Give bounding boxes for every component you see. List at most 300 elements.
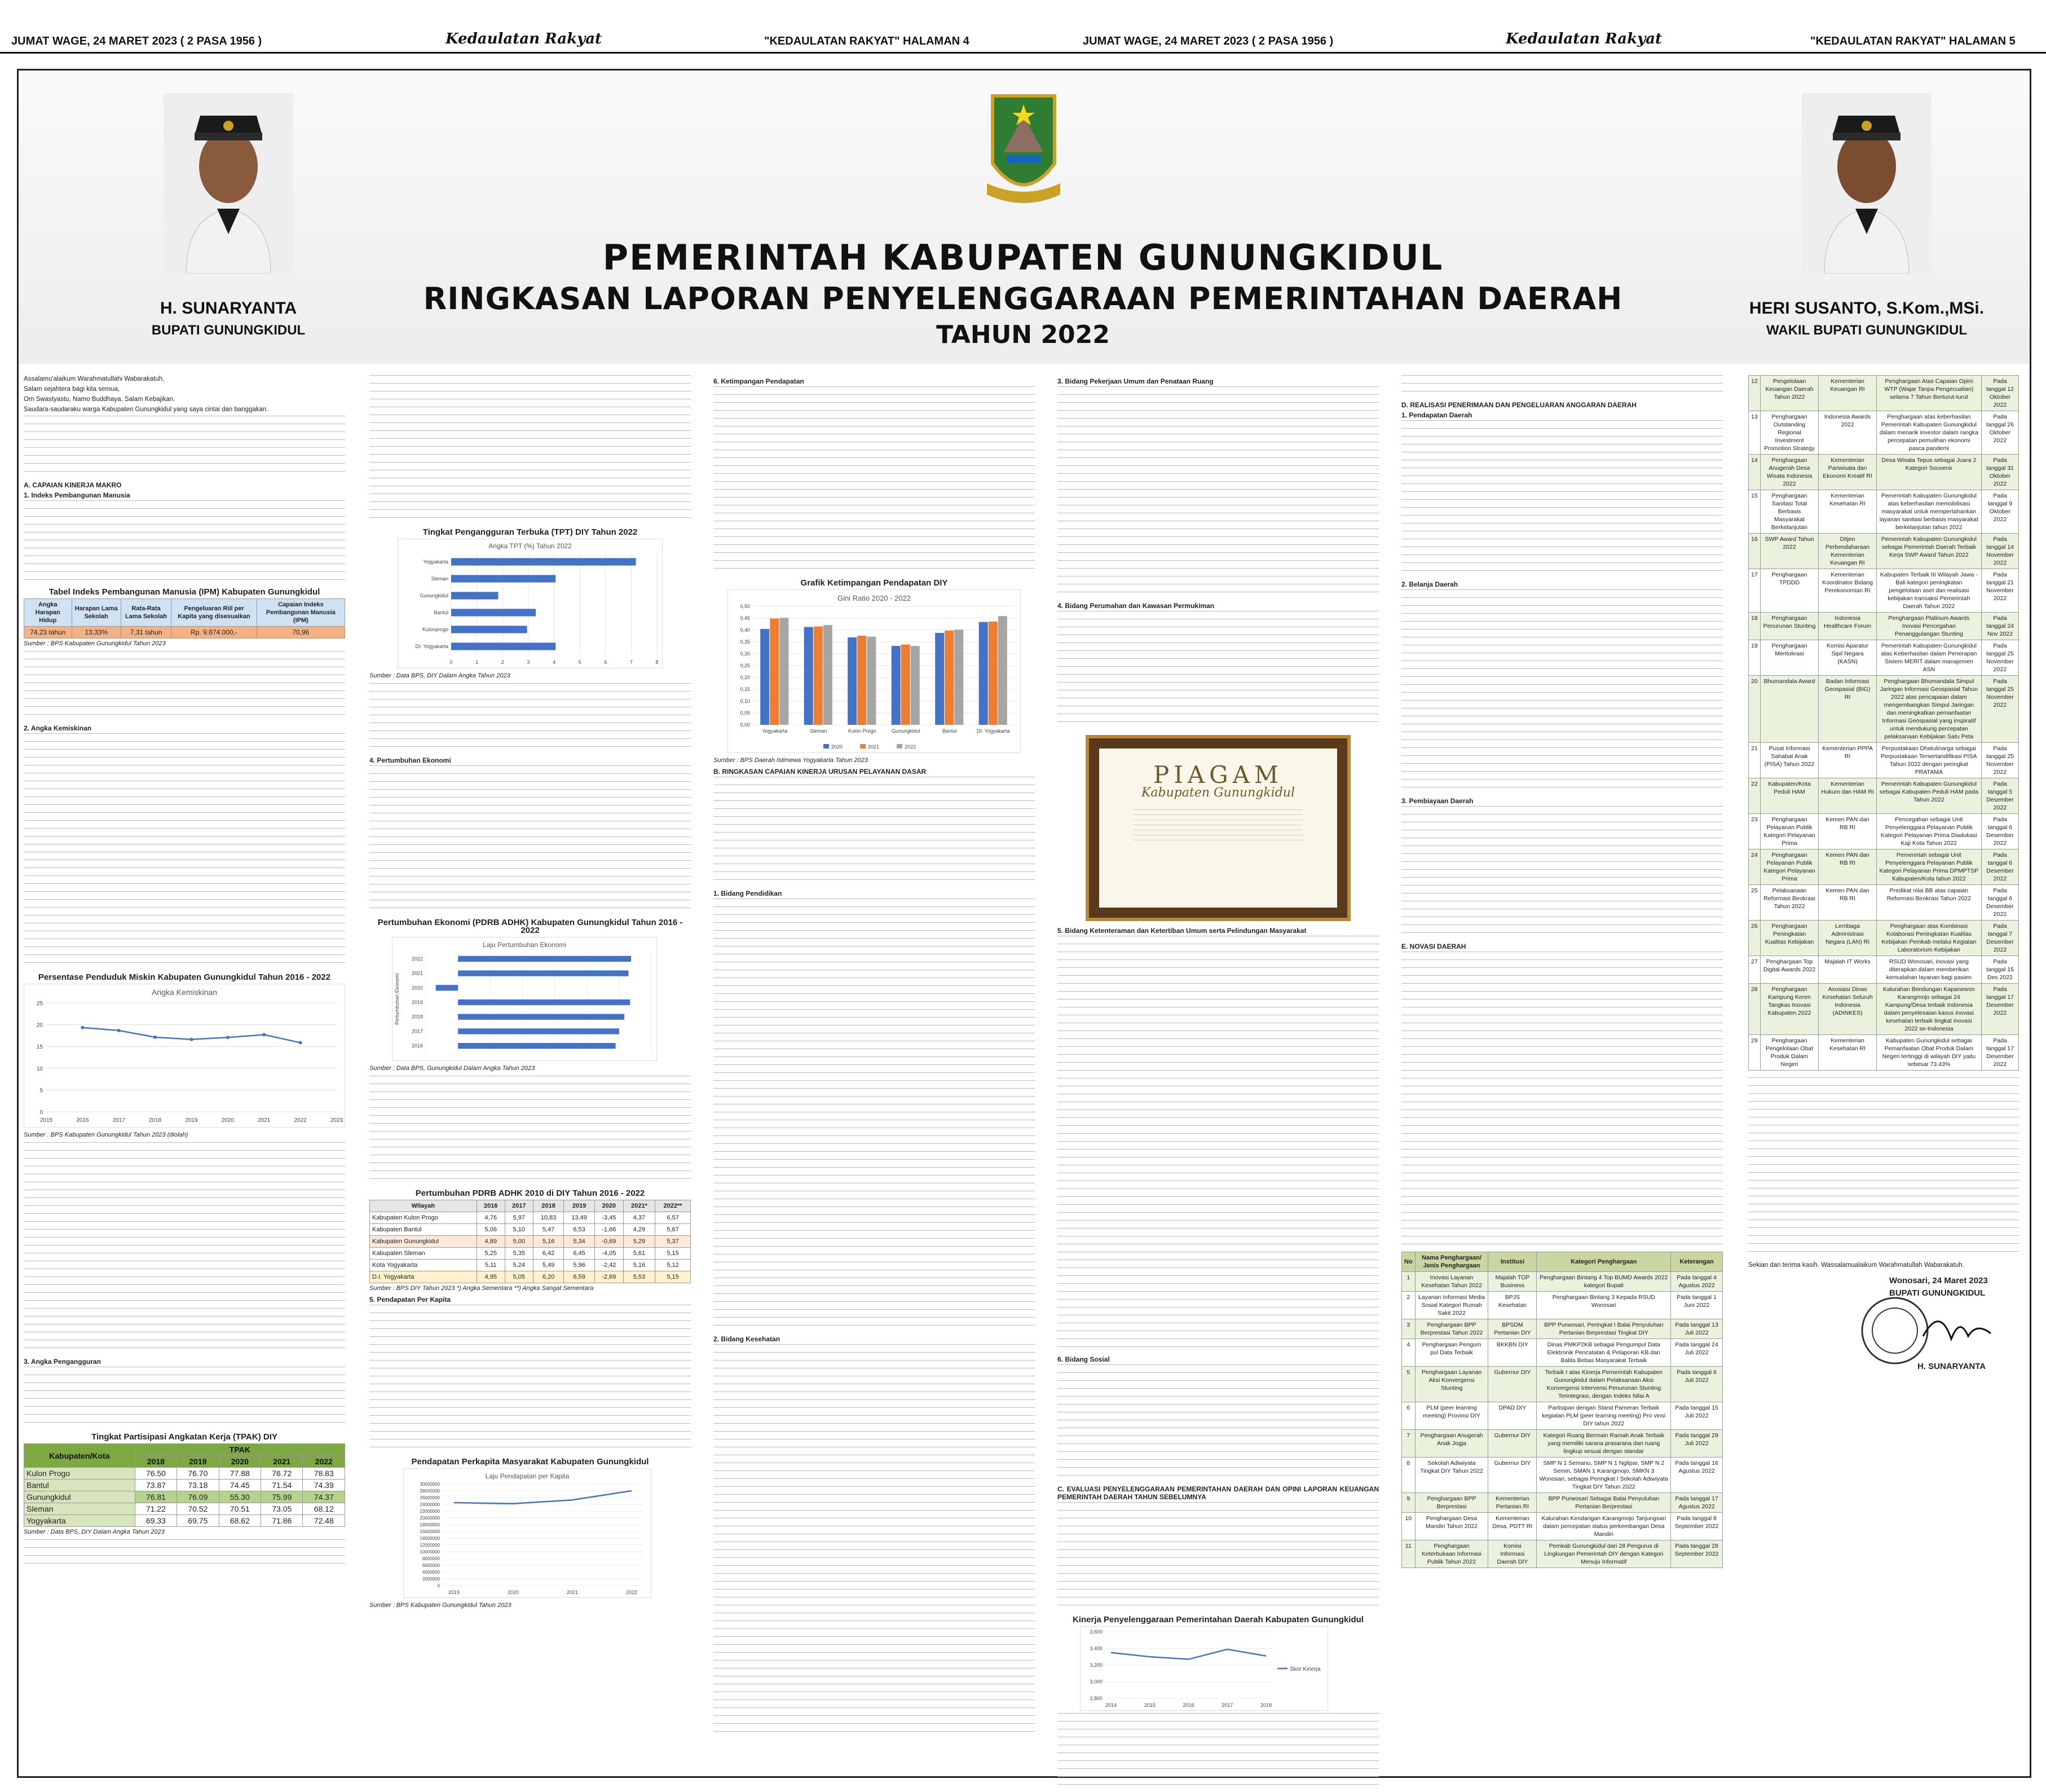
data-point xyxy=(226,1036,230,1039)
award-no: 29 xyxy=(1749,1035,1761,1071)
award-inst: Kemen PAN dan RB RI xyxy=(1819,849,1876,885)
tpak-cell: 78.83 xyxy=(303,1468,345,1480)
award-cat: Dinas PMKP2KB sebagai Pengumpul Data Elektronik Pencatatan & Pelaporan KB dan Balita Bebas Masyarakat Terbaik xyxy=(1537,1339,1671,1367)
y-tick-label: 26000000 xyxy=(420,1495,440,1500)
award-inst: Ditjen Perbendaharaan Kementerian Keuangan RI xyxy=(1819,534,1876,569)
award-cat: Perpustakaan Dhatulinarga sebagai Perpustakaan Tersertandifikasi PISA Tahun 2022 dengan peringkat PRATAMA xyxy=(1876,743,1981,778)
table-row xyxy=(24,1503,345,1515)
tpak-cell: 73.05 xyxy=(261,1503,303,1515)
award-cat: Pemkab Gunungkidul dari 28 Pengurus di Lingkungan Pemerintah DIY dengan Kategori Menuju Informatif xyxy=(1537,1540,1671,1568)
section-heading: C. EVALUASI PENYELENGGARAAN PEMERINTAHAN DAERAH DAN OPINI LAPORAN KEUANGAN PEMERINTAH DAERAH TAHUN SEBELUMNYA xyxy=(1057,1485,1379,1501)
award-ket: Pada tanggal 12 Oktober 2022 xyxy=(1981,376,2018,411)
award-cat: RSUD Wonosari, inovasi yang diterapkan dalam memberikan kemudahan layanan bagi pasien xyxy=(1876,956,1981,984)
award-no: 26 xyxy=(1749,921,1761,956)
chart-title: Angka TPT (%) Tahun 2022 xyxy=(488,542,572,550)
data-point xyxy=(81,1026,84,1029)
x-tick-label: Kulon Progo xyxy=(848,728,876,734)
award-inst: BKKBN DIY xyxy=(1488,1339,1537,1367)
body-text xyxy=(1401,589,1723,795)
award-cat: Predikat nilai BB atas capaian Reformasi Birokrasi Tahun 2022 xyxy=(1876,885,1981,921)
gini-bar-2021 xyxy=(989,622,998,725)
award-cat: Penghargaan Bintang 4 Top BUMD Awards 2022 kategori Bupati xyxy=(1537,1272,1671,1292)
tpak-year: 2022 xyxy=(303,1456,345,1468)
sign-place-date: Wonosari, 24 Maret 2023 xyxy=(1889,1276,1988,1285)
section-heading: 3. Bidang Pekerjaan Umum dan Penataan Ruang xyxy=(1057,377,1214,385)
pdrb-region: D.I. Yogyakarta xyxy=(370,1271,477,1283)
award-cat: Kabupaten Terbaik III Wilayah Jawa - Bali kategori peningkatan pengelolaan aset dan realisasi kebijakan transaksi Pemerintah Daerah Tahun 2022 xyxy=(1876,569,1981,613)
award-header: Keterangan xyxy=(1671,1252,1723,1272)
growth-bar xyxy=(458,1014,624,1020)
right-brand-logo: Kedaulatan Rakyat xyxy=(1506,30,1663,47)
tpak-year: 2021 xyxy=(261,1456,303,1468)
award-inst: BPJS Kesehatan xyxy=(1488,1292,1537,1319)
tpak-group-header: TPAK xyxy=(135,1444,345,1456)
x-tick-label: 2014 xyxy=(1105,1702,1117,1708)
pdrb-cell: 6,20 xyxy=(533,1271,564,1283)
award-row xyxy=(1749,778,2019,814)
award-no: 4 xyxy=(1402,1339,1416,1367)
award-no: 17 xyxy=(1749,569,1761,613)
newspaper-header xyxy=(0,0,2046,56)
body-text xyxy=(369,375,691,525)
section-heading: 5. Bidang Ketenteraman dan Ketertiban Umum serta Pelindungan Masyarakat xyxy=(1057,927,1307,935)
award-inst: Gubernur DIY xyxy=(1488,1367,1537,1402)
x-tick-label: 2022 xyxy=(625,1590,638,1595)
award-ket: Pada tanggal 6 Desember 2022 xyxy=(1981,885,2018,921)
award-inst: Kementerian Keuangan RI xyxy=(1819,376,1876,411)
tpak-cell: 68.62 xyxy=(219,1515,261,1527)
section-heading: 2. Bidang Kesehatan xyxy=(713,1335,781,1343)
gini-bar-2021 xyxy=(770,618,779,725)
y-tick-label: 14000000 xyxy=(420,1536,440,1541)
right-date: JUMAT WAGE, 24 MARET 2023 ( 2 PASA 1956 ) xyxy=(1083,35,1334,47)
award-name: Penghargaan Pengum pul Data Terbaik xyxy=(1415,1339,1488,1367)
award-name: Penghargaan Meritokrasi xyxy=(1760,640,1819,676)
pdrb-cell: 5,16 xyxy=(533,1236,564,1248)
body-text xyxy=(1057,1502,1379,1613)
pdrb-region: Kabupaten Kulon Progo xyxy=(370,1212,477,1224)
award-cat: Terbaik I atas Kinerja Pemerintah Kabupaten Gunungkidul dalam Pelaksanaan Aksi Konvergensi Intervensi Penurunan Stunting Terintegrasi, dengan Indeks Nilai A xyxy=(1537,1367,1671,1402)
award-name: Penghargaan Anugerah Desa Wisata Indonesia 2022 xyxy=(1760,455,1819,490)
gini-bar-2020 xyxy=(892,646,901,725)
pdrb-cell: 5,35 xyxy=(505,1248,533,1260)
pdrb-cell: 5,06 xyxy=(477,1224,505,1236)
award-row xyxy=(1749,640,2019,676)
pdrb-region: Kabupaten Gunungkidul xyxy=(370,1236,477,1248)
legend-label: Skor Kinerja xyxy=(1290,1666,1321,1672)
x-tick-label: 2017 xyxy=(1222,1702,1233,1708)
pdrb-cell: 4,95 xyxy=(477,1271,505,1283)
ipm-value: Rp. 9.874.000,- xyxy=(171,627,257,639)
banner-title-line1: PEMERINTAH KABUPATEN GUNUNGKIDUL xyxy=(602,237,1444,278)
pdrb-table-title: Pertumbuhan PDRB ADHK 2010 di DIY Tahun 2016 - 2022 xyxy=(415,1188,645,1198)
pdrb-cell: 5,96 xyxy=(564,1260,595,1271)
y-tick-label: 2019 xyxy=(411,1000,423,1005)
closing-text: Sekian dan terima kasih. Wassalamualaikum Warahmatullah Wabarakatuh. xyxy=(1748,1262,1964,1269)
pdrb-year: 2018 xyxy=(533,1200,564,1212)
x-tick-label: 2015 xyxy=(1144,1702,1156,1708)
award-inst: Kementerian Kesehatan RI xyxy=(1819,490,1876,534)
award-ket: Pada tanggal 1 Juni 2022 xyxy=(1671,1292,1723,1319)
x-tick-label: 2019 xyxy=(185,1117,198,1124)
legend-swatch xyxy=(860,744,866,748)
gini-bar-2022 xyxy=(823,625,832,725)
ipm-value: 70,96 xyxy=(257,627,345,639)
award-no: 8 xyxy=(1402,1458,1416,1493)
y-tick-label: 0,30 xyxy=(740,651,750,657)
section-heading: D. REALISASI PENERIMAAN DAN PENGELUARAN ANGGARAN DAERAH xyxy=(1401,401,1637,409)
award-inst: Kemen PAN dan RB RI xyxy=(1819,814,1876,849)
x-tick-label: 2021 xyxy=(566,1590,579,1595)
award-no: 13 xyxy=(1749,411,1761,455)
award-row xyxy=(1402,1319,1723,1339)
gini-bar-2021 xyxy=(945,631,954,725)
pdrb-cell: 6,45 xyxy=(564,1248,595,1260)
award-cat: Penghargaan Atas Capaian Opini WTP (Wajar Tanpa Pengecualian) selama 7 Tahun Berturut-turut xyxy=(1876,376,1981,411)
growth-bar xyxy=(436,985,458,990)
y-tick-label: 3,400 xyxy=(1090,1645,1103,1652)
award-no: 20 xyxy=(1749,676,1761,743)
y-tick-label: 0,25 xyxy=(740,663,750,668)
y-tick-label: 18000000 xyxy=(420,1522,440,1527)
piagam-title: PIAGAM xyxy=(1153,761,1284,789)
body-text xyxy=(24,651,345,722)
body-text xyxy=(369,1305,691,1455)
bupati-name: H. SUNARYANTA xyxy=(160,299,297,318)
table-row xyxy=(24,1468,345,1480)
x-tick-label: 2020 xyxy=(221,1117,234,1124)
left-page-label: "KEDAULATAN RAKYAT" HALAMAN 4 xyxy=(764,35,969,47)
award-ket: Pada tanggal 13 Juli 2022 xyxy=(1671,1319,1723,1339)
section-heading: 2. Angka Kemiskinan xyxy=(24,724,92,732)
award-name: Penghargaan Top Digital Awards 2022 xyxy=(1760,956,1819,984)
y-tick-label: 0,05 xyxy=(740,710,750,716)
column-2 xyxy=(369,375,691,1613)
tpak-region: Yogyakarta xyxy=(24,1515,135,1527)
section-heading: 5. Pendapatan Per Kapita xyxy=(369,1296,451,1304)
award-no: 16 xyxy=(1749,534,1761,569)
ipm-value: 13,33% xyxy=(72,627,121,639)
award-name: Sekolah Adiwiyata Tingkat DIY Tahun 2022 xyxy=(1415,1458,1488,1493)
award-inst: DPAD DIY xyxy=(1488,1402,1537,1430)
legend-swatch xyxy=(823,744,829,748)
tpak-cell: 76.70 xyxy=(177,1468,219,1480)
body-text xyxy=(713,899,1035,1333)
ipm-header: Harapan Lama Sekolah xyxy=(72,599,121,627)
award-inst: Kementerian Desa, PDTT RI xyxy=(1488,1513,1537,1540)
section-heading: 3. Angka Pengangguran xyxy=(24,1358,101,1366)
tpak-source: Sumber : Data BPS, DIY Dalam Angka Tahun 2023 xyxy=(24,1529,165,1535)
pdrb-year: 2020 xyxy=(594,1200,623,1212)
y-tick-label: 2021 xyxy=(411,970,423,976)
header-rule xyxy=(0,52,2046,54)
tpt-source: Sumber : Data BPS, DIY Dalam Angka Tahun 2023 xyxy=(369,672,510,679)
y-tick-label: 2017 xyxy=(411,1028,423,1034)
pdrb-year: 2021* xyxy=(623,1200,655,1212)
award-name: Penghargaan Keterbukaan Informasi Publik Tahun 2022 xyxy=(1415,1540,1488,1568)
award-name: Penghargaan Penurunan Stunting xyxy=(1760,613,1819,640)
award-cat: Penghargaan atas Kombinasi Kolaborasi Peningkatan Kualitas Kebijakan Pemkab melalui Kegiatan Laboratorium Kebijakan xyxy=(1876,921,1981,956)
award-ket: Pada tanggal 17 Desember 2022 xyxy=(1981,984,2018,1035)
chart-title: Angka Kemiskinan xyxy=(152,988,217,997)
legend-label: 2020 xyxy=(831,744,843,750)
chart-title: Laju Pertumbuhan Ekonomi xyxy=(482,941,567,949)
award-no: 18 xyxy=(1749,613,1761,640)
pdrb-cell: 5,00 xyxy=(505,1236,533,1248)
pdrb-region: Kota Yogyakarta xyxy=(370,1260,477,1271)
tpak-region-header: Kabupaten/Kota xyxy=(24,1444,135,1468)
y-tick-label: 28000000 xyxy=(420,1489,440,1494)
body-text xyxy=(369,765,691,915)
award-row xyxy=(1749,376,2019,411)
income-source: Sumber : BPS Kabupaten Gunungkidul Tahun 2023 xyxy=(369,1602,512,1609)
award-row xyxy=(1402,1272,1723,1292)
y-tick-label: 0,00 xyxy=(740,722,750,728)
award-row xyxy=(1749,411,2019,455)
y-tick-label: Kulonprogo xyxy=(422,627,448,632)
data-point xyxy=(262,1033,266,1036)
y-tick-label: 24000000 xyxy=(420,1502,440,1507)
award-cat: BPP Purwosari, Peringkat I Balai Penyuluhan Pertanian Berprestasi Tingkat DIY xyxy=(1537,1319,1671,1339)
pdrb-cell: -4,05 xyxy=(594,1248,623,1260)
award-row xyxy=(1749,676,2019,743)
y-tick-label: Sleman xyxy=(431,576,448,582)
y-tick-label: 0,15 xyxy=(740,686,750,692)
tpak-cell: 72.48 xyxy=(303,1515,345,1527)
growth-bar xyxy=(458,1000,630,1005)
table-row xyxy=(370,1212,691,1224)
gini-bar-2020 xyxy=(760,629,769,725)
pdrb-cell: 5,15 xyxy=(655,1248,691,1260)
y-tick-label: 16000000 xyxy=(420,1529,440,1534)
x-tick-label: 1 xyxy=(475,659,479,665)
award-cat: SMP N 1 Semanu, SMP N 1 Nglipar, SMP N 2 Semin, SMAN 1 Karangmojo, SMKN 3 Wonosari, sebagai Peringkat I Sekolah Adiwiyata Tingkat DIY Tahun 2022 xyxy=(1537,1458,1671,1493)
award-ket: Pada tanggal 24 Juli 2022 xyxy=(1671,1339,1723,1367)
ipm-value: 74,23 tahun xyxy=(24,627,72,639)
pdrb-cell: -1,66 xyxy=(594,1224,623,1236)
pdrb-cell: 6,53 xyxy=(564,1224,595,1236)
tpak-cell: 74.39 xyxy=(303,1480,345,1491)
award-row xyxy=(1749,613,2019,640)
y-tick-label: 3,000 xyxy=(1090,1679,1103,1685)
award-cat: BPP Purwosari Sebagai Balai Penyuluhan Pertanian Berprestasi xyxy=(1537,1493,1671,1513)
gini-bar-chart xyxy=(727,589,1021,753)
award-name: Penghargaan Outstanding Regional Investment Promotion Strategy xyxy=(1760,411,1819,455)
award-inst: Majalah TOP Business xyxy=(1488,1272,1537,1292)
award-no: 19 xyxy=(1749,640,1761,676)
award-row xyxy=(1402,1458,1723,1493)
award-no: 15 xyxy=(1749,490,1761,534)
pdrb-cell: 5,10 xyxy=(505,1224,533,1236)
x-tick-label: 2017 xyxy=(112,1117,125,1124)
award-name: Bhumandala Award xyxy=(1760,676,1819,743)
award-row xyxy=(1749,885,2019,921)
intro-line-3: Om Swastyastu, Namo Buddhaya, Salam Kebajikan. xyxy=(24,396,175,403)
award-row xyxy=(1402,1430,1723,1458)
award-ket: Pada tanggal 6 Desember 2022 xyxy=(1981,814,2018,849)
pdrb-cell: 13,49 xyxy=(564,1212,595,1224)
pdrb-cell: 5,11 xyxy=(477,1260,505,1271)
y-tick-label: 10 xyxy=(36,1065,43,1072)
pdrb-cell: -3,45 xyxy=(594,1212,623,1224)
tpak-cell: 70.52 xyxy=(177,1503,219,1515)
body-text xyxy=(369,683,691,754)
y-tick-label: 30000000 xyxy=(420,1482,440,1487)
award-row xyxy=(1749,490,2019,534)
award-name: Penghargaan Anugerah Anak Jogja xyxy=(1415,1430,1488,1458)
award-inst: Lembaga Administrasi Negara (LAN) RI xyxy=(1819,921,1876,956)
y-tick-label: 0,10 xyxy=(740,698,750,704)
section-heading: B. RINGKASAN CAPAIAN KINERJA URUSAN PELAYANAN DASAR xyxy=(713,768,927,776)
award-row xyxy=(1749,984,2019,1035)
banner-title-line3: TAHUN 2022 xyxy=(936,320,1110,349)
award-name: SWP Award Tahun 2022 xyxy=(1760,534,1819,569)
growth-bar xyxy=(458,956,631,962)
wakil-bupati-name: HERI SUSANTO, S.Kom.,MSi. xyxy=(1749,299,1985,318)
column-5 xyxy=(1401,375,1723,1568)
pdrb-table xyxy=(369,1200,691,1283)
award-row xyxy=(1749,956,2019,984)
tpak-year: 2018 xyxy=(135,1456,177,1468)
tpak-cell: 74.45 xyxy=(219,1480,261,1491)
y-tick-label: 5 xyxy=(39,1087,43,1094)
body-text xyxy=(713,777,1035,887)
growth-bar xyxy=(458,970,628,976)
chart-title: Gini Ratio 2020 - 2022 xyxy=(837,594,911,602)
poverty-line-chart xyxy=(24,984,345,1128)
x-tick-label: 2022 xyxy=(294,1117,307,1124)
x-tick-label: 2019 xyxy=(448,1590,460,1595)
x-tick-label: Sleman xyxy=(809,728,827,734)
section-heading: 1. Bidang Pendidikan xyxy=(713,890,782,897)
award-ket: Pada tanggal 17 Agustus 2022 xyxy=(1671,1493,1723,1513)
award-no: 21 xyxy=(1749,743,1761,778)
award-cat: Penghargaan Bintang 3 Kepada RSUD Wonosari xyxy=(1537,1292,1671,1319)
section-heading: 1. Pendapatan Daerah xyxy=(1401,411,1472,419)
pdrb-year: 2017 xyxy=(505,1200,533,1212)
pdrb-region: Kabupaten Bantul xyxy=(370,1224,477,1236)
award-no: 25 xyxy=(1749,885,1761,921)
tpt-bar xyxy=(451,609,536,616)
y-tick-label: 2018 xyxy=(411,1014,423,1020)
award-inst: Komisi Aparatur Sipil Negara (KASN) xyxy=(1819,640,1876,676)
gini-bar-2020 xyxy=(804,627,813,725)
body-text xyxy=(1057,386,1379,600)
pdrb-cell: 5,47 xyxy=(533,1224,564,1236)
ipm-source: Sumber : BPS Kabupaten Gunungkidul Tahun 2023 xyxy=(24,640,166,647)
award-cat: Penghargaan atas keberhasilan Pemerintah Kabupaten Gunungkidul dalam menarik investor dalam rangka percepatan pemulihan ekonomi pasca pandemi xyxy=(1876,411,1981,455)
section-heading: 4. Pertumbuhan Ekonomi xyxy=(369,756,451,764)
bupati-role: BUPATI GUNUNGKIDUL xyxy=(151,323,306,338)
pdrb-cell: 5,61 xyxy=(623,1248,655,1260)
award-name: Penghargaan Pelayanan Publik Kategori Pelayanan Prima xyxy=(1760,849,1819,885)
award-name: Penghargaan BPP Berprestasi Tahun 2022 xyxy=(1415,1319,1488,1339)
y-tick-label: 6000000 xyxy=(422,1563,440,1568)
pdrb-cell: -2,42 xyxy=(594,1260,623,1271)
y-tick-label: 0,35 xyxy=(740,639,750,645)
column-4 xyxy=(1057,375,1379,1792)
y-tick-label: 15 xyxy=(36,1044,43,1051)
y-tick-label: 0,20 xyxy=(740,675,750,680)
award-inst: Kementerian Pertanian RI xyxy=(1488,1493,1537,1513)
column-1 xyxy=(24,375,345,1571)
pdrb-year: 2019 xyxy=(564,1200,595,1212)
pdrb-cell: 10,83 xyxy=(533,1212,564,1224)
y-tick-label: 22000000 xyxy=(420,1509,440,1514)
y-tick-label: 0,45 xyxy=(740,615,750,621)
piagam-certificate xyxy=(1086,735,1351,921)
award-row xyxy=(1749,743,2019,778)
ipm-header: Capaian Indeks Pembangunan Manusia (IPM) xyxy=(257,599,345,627)
body-text xyxy=(1057,611,1379,729)
award-name: Penghargaan Layanan Aksi Konvergensi Stunting xyxy=(1415,1367,1488,1402)
tpak-cell: 68.12 xyxy=(303,1503,345,1515)
growth-bar xyxy=(458,1028,619,1034)
x-tick-label: 2023 xyxy=(330,1117,343,1124)
body-text xyxy=(24,733,345,970)
award-ket: Pada tanggal 15 Des 2022 xyxy=(1981,956,2018,984)
y-tick-label: 0 xyxy=(437,1583,440,1588)
body-text xyxy=(713,1344,1035,1739)
tpt-bar xyxy=(451,558,636,565)
x-tick-label: 2020 xyxy=(507,1590,519,1595)
x-tick-label: 5 xyxy=(578,659,581,665)
x-tick-label: 2018 xyxy=(149,1117,162,1124)
award-ket: Pada tanggal 26 Oktober 2022 xyxy=(1981,411,2018,455)
table-row xyxy=(24,1515,345,1527)
section-heading: A. CAPAIAN KINERJA MAKRO xyxy=(24,481,122,489)
gini-bar-2020 xyxy=(979,622,988,725)
award-name: Penghargaan TPDDD xyxy=(1760,569,1819,613)
x-tick-label: 2016 xyxy=(1183,1702,1194,1708)
section-heading: 4. Bidang Perumahan dan Kawasan Permukiman xyxy=(1057,602,1215,610)
tpak-cell: 69.33 xyxy=(135,1515,177,1527)
award-name: Penghargaan Peningkatan Kualitas Kebijakan xyxy=(1760,921,1819,956)
sign-title: BUPATI GUNUNGKIDUL xyxy=(1889,1288,1986,1298)
award-cat: Pemerintah Kabupaten Gunungkidul atas keberhasilan memobilisasi masyarakat untuk mempertahankan layanan sanitasi berbasis masyarakat berkelanjutan tahun 2022 xyxy=(1876,490,1981,534)
award-row xyxy=(1749,569,2019,613)
award-ket: Pada tanggal 24 Nov 2022 xyxy=(1981,613,2018,640)
intro-line-1: Assalamu'alaikum Warahmatullahi Wabarakatuh, xyxy=(24,376,165,382)
award-name: Penghargaan Pengelolaan Obat Produk Dalam Negeri xyxy=(1760,1035,1819,1071)
tpak-cell: 55.30 xyxy=(219,1491,261,1503)
award-name: Penghargaan Kampung Keren Tangkas Inovasi Kabupaten 2022 xyxy=(1760,984,1819,1035)
award-ket: Pada tanggal 25 November 2022 xyxy=(1981,640,2018,676)
gini-bar-2022 xyxy=(954,629,963,725)
gini-chart-title: Grafik Ketimpangan Pendapatan DIY xyxy=(800,578,948,588)
pdrb-cell: 4,89 xyxy=(477,1236,505,1248)
award-header: Institusi xyxy=(1488,1252,1537,1272)
kinerja-line-chart xyxy=(1080,1626,1328,1711)
award-row xyxy=(1402,1513,1723,1540)
award-ket: Pada tanggal 4 Agustus 2022 xyxy=(1671,1272,1723,1292)
award-cat: Kategori Ruang Bermain Ramah Anak Terbaik yang memiliki sarana prasarana dan ruang lingkup sesuai dengan standar xyxy=(1537,1430,1671,1458)
award-ket: Pada tanggal 25 November 2022 xyxy=(1981,743,2018,778)
pdrb-region-header: Wilayah xyxy=(370,1200,477,1212)
piagam-text xyxy=(1134,809,1303,843)
left-date: JUMAT WAGE, 24 MARET 2023 ( 2 PASA 1956 ) xyxy=(11,35,262,47)
data-point xyxy=(117,1029,121,1032)
income-line-chart xyxy=(403,1468,651,1598)
y-tick-label: Bantul xyxy=(434,610,448,615)
award-inst: Kementerian PPPA RI xyxy=(1819,743,1876,778)
left-brand-logo: Kedaulatan Rakyat xyxy=(446,30,602,47)
tpak-cell: 75.99 xyxy=(261,1491,303,1503)
tpak-region: Bantul xyxy=(24,1480,135,1491)
intro-line-2: Salam sejahtera bagi kita semua, xyxy=(24,386,120,393)
award-no: 1 xyxy=(1402,1272,1416,1292)
x-tick-label: 2 xyxy=(501,659,504,665)
